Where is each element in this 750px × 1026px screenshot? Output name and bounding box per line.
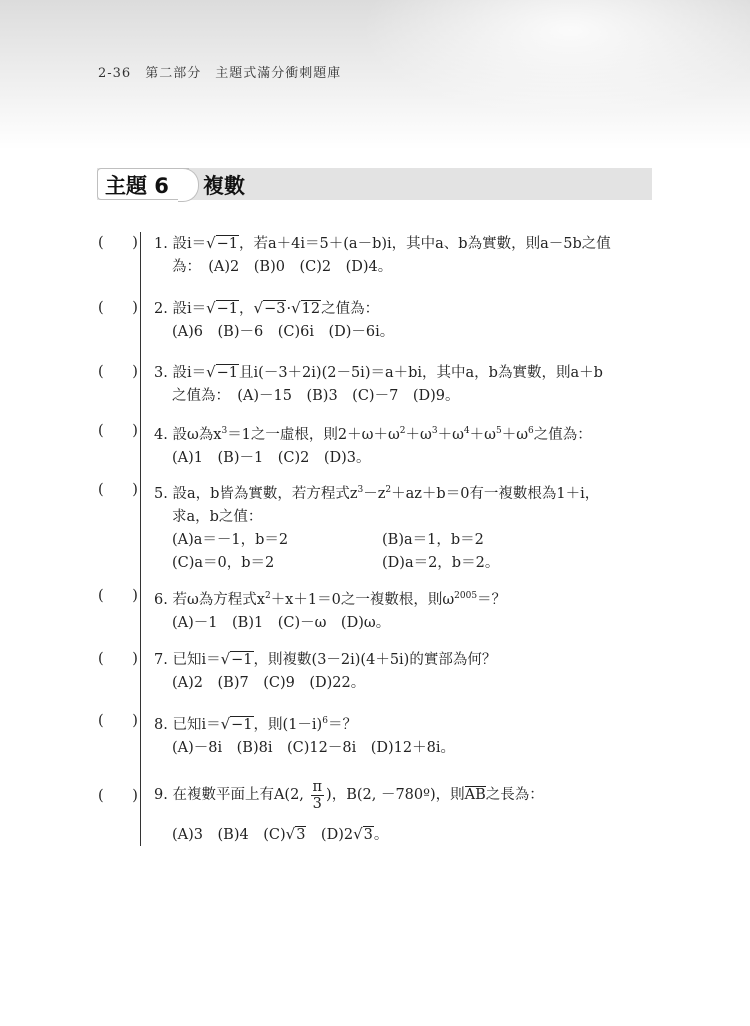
q9-options-c: 。 [373,827,389,843]
topic-title-bar [97,168,652,200]
exponent: 6 [322,716,328,726]
q4-options: (A)1 (B)－1 (C)2 (D)3。 [172,450,371,466]
sqrt-icon: √12 [291,299,321,317]
sqrt-icon: √−1 [206,299,239,317]
exponent: 6 [528,426,534,436]
q8-text-end: ＝？ [327,717,357,733]
q6-options: (A)－1 (B)1 (C)－ω (D)ω。 [172,615,391,631]
segment-ab: AB [464,787,486,803]
q4-text: 4. 設ω為x [154,427,222,443]
sqrt-icon: √−1 [220,715,253,733]
q8-options: (A)－8i (B)8i (C)12－8i (D)12＋8i。 [172,740,455,756]
q5-text-b: －z [363,486,386,502]
q9-text: 9. 在複數平面上有A(2, [154,787,309,803]
answer-blank[interactable]: ( ) [98,300,150,316]
q5-option-a: (A)a＝－1，b＝2 [172,532,289,548]
topic-label: 主題 6 [105,174,169,198]
q2-text: 2. 設i＝ [154,301,207,317]
answer-blank[interactable]: ( ) [98,788,150,804]
sqrt-icon: √3 [353,825,373,843]
q5-text-c: ＋az＋b＝0有一複數根為1＋i， [391,486,600,502]
header-glow [360,0,750,120]
q7-options: (A)2 (B)7 (C)9 (D)22。 [172,675,366,691]
answer-blank[interactable]: ( ) [98,713,150,729]
exponent: 2 [399,426,406,436]
exponent: 4 [463,426,470,436]
sqrt-icon: √−1 [206,363,239,381]
q4-text-d: ＋ω [437,427,464,443]
q4-text-c: ＋ω [405,427,432,443]
q7-text-cont: ，則複數(3－2i)(4＋5i)的實部為何？ [253,652,497,668]
q9-text-c: 之長為： [485,787,544,803]
q4-text-g: 之值為： [533,427,592,443]
q2-text-cont: ， [239,301,254,317]
q6-text-c: ＝？ [477,592,507,608]
exponent: 3 [357,485,364,495]
exponent: 2005 [454,591,478,601]
q4-text-f: ＋ω [501,427,529,443]
q1-text-cont: ，若a＋4i＝5＋(a－b)i，其中a、b為實數，則a－5b之值 [239,236,611,252]
exponent: 3 [431,426,438,436]
sqrt-icon: √−1 [206,234,239,252]
q5-option-c: (C)a＝0，b＝2 [172,555,275,571]
q5-option-d: (D)a＝2，b＝2。 [382,555,500,571]
q1-options: 為： (A)2 (B)0 (C)2 (D)4。 [172,259,393,275]
q1-text: 1. 設i＝ [154,236,207,252]
topic-title: 複數 [203,174,245,198]
answer-divider [140,232,141,846]
sqrt-icon: √−1 [220,650,253,668]
q9-text-b: )，B(2, －780º)，則 [326,787,465,803]
exponent: 5 [495,426,502,436]
q7-text: 7. 已知i＝ [154,652,221,668]
running-head: 2-36 第二部分 主題式滿分衝刺題庫 [98,66,342,81]
sqrt-icon: √3 [285,825,306,843]
q3-options: 之值為： (A)－15 (B)3 (C)－7 (D)9。 [172,388,460,404]
answer-blank[interactable]: ( ) [98,235,150,251]
answer-blank[interactable]: ( ) [98,588,150,604]
q8-text: 8. 已知i＝ [154,717,221,733]
answer-blank[interactable]: ( ) [98,364,150,380]
q2-options: (A)6 (B)－6 (C)6i (D)－6i。 [172,324,395,340]
q9-options-b: (D)2 [306,827,354,843]
q9-options-a: (A)3 (B)4 (C) [172,827,286,843]
exponent: 2 [264,591,271,601]
q8-text-cont: ，則(1－i) [253,717,323,733]
q4-text-b: ＝1之一虛根，則2＋ω＋ω [227,427,400,443]
q3-text: 3. 設i＝ [154,365,207,381]
q5-prompt: 求a，b之值： [172,509,263,525]
q5-text: 5. 設a，b皆為實數，若方程式z [154,486,358,502]
q5-option-b: (B)a＝1，b＝2 [382,532,484,548]
q4-text-e: ＋ω [469,427,496,443]
q6-text: 6. 若ω為方程式x [154,592,265,608]
q2-text-end: 之值為： [321,301,380,317]
exponent: 3 [221,426,228,436]
fraction: $\frac{\pi}{3}$ [312,778,323,812]
q6-text-b: ＋x＋1＝0之一複數根，則ω [270,592,455,608]
dot-operator: · [286,301,292,317]
answer-blank[interactable]: ( ) [98,423,150,439]
answer-blank[interactable]: ( ) [98,651,150,667]
sqrt-icon: √−3 [253,299,286,317]
exponent: 2 [385,485,392,495]
q3-text-cont: 且i(－3＋2i)(2－5i)＝a＋bi，其中a，b為實數，則a＋b [239,365,603,381]
answer-blank[interactable]: ( ) [98,482,150,498]
